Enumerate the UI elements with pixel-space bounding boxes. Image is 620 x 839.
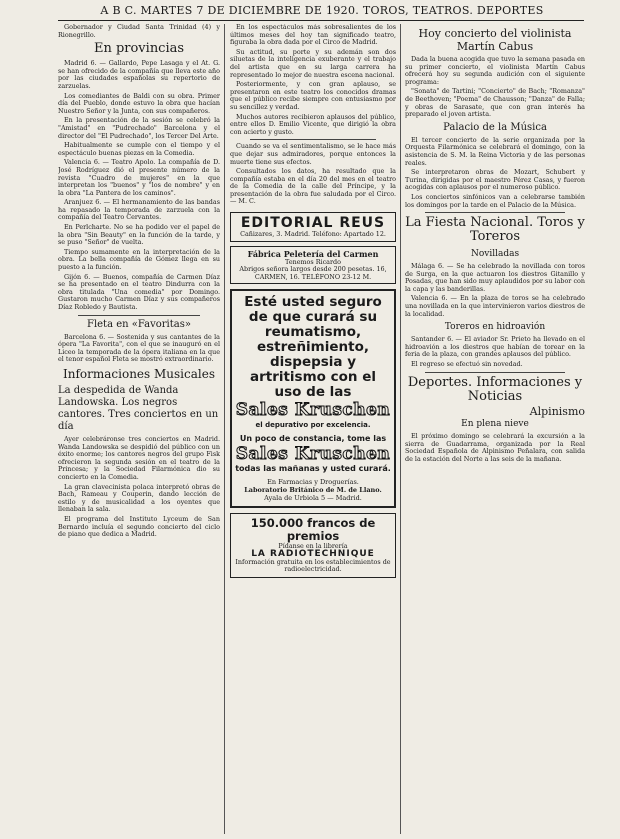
ad-francos-sub: Pídanse en la librería — [278, 542, 348, 551]
ad-kruschen-line3: todas las mañanas y usted curará. — [235, 464, 391, 474]
ad-kruschen-line2: Un poco de constancia, tome las — [239, 434, 387, 444]
ad-editorial-reus — [230, 212, 396, 242]
col2-paragraph: Cuando se va el sentimentalismo, se le hace más que dejar sus admiradores, porque entonces la muerte tiene sus efectos. — [230, 142, 396, 166]
col3-paragraph: Dada la buena acogida que tuvo la semana pasada en su primer concierto, el violinista Martín Cabus ofrecerá hoy su segunda audición con el siguiente programa: — [405, 55, 585, 86]
col1-paragraph: Tiempo sumamente en la interpretación de la obra. La bella compañía de Gómez llega en su puesto a la función. — [58, 247, 220, 272]
col2-paragraph: Posteriormente, y con gran aplauso, se presentaron en este teatro los conocidos dramas que el público recibe siempre con entusiasmo por su sencillez y verdad. — [230, 80, 396, 111]
col1-paragraph: Gijón 6. — Buenos, compañía de Carmen Díaz se ha presentado en el teatro Dindurra con la obra titulada "Una comedia" por Domingo. Gustaron mucho Carmen Díaz y sus compañeros Díaz Robledo y Bautista. — [58, 272, 220, 311]
ad-fabrica-title: Fábrica Peletería del Carmen — [247, 248, 379, 259]
section-rule — [250, 139, 376, 140]
col2-paragraph: En los espectáculos más sobresalientes de los últimos meses del hoy tan significado teatro, figuraba la obra dada por el Circo de Madrid. — [230, 24, 396, 47]
col3-paragraph: Málaga 6. — Se ha celebrado la novillada con toros de Surga, en la que actuaron los diestros Gitanillo y Posadas, que han sido muy aplaudidos por su labor con la capa y las banderillas. — [405, 262, 585, 293]
col3-paragraph: El próximo domingo se celebrará la excursión a la sierra de Guadarrama, organizada por la Real Sociedad Española de Alpinismo Peñalara, con salida de la estación del Norte a las seis de la mañana. — [405, 432, 585, 463]
ad-editorial-subtitle: Cañizares, 3. Madrid. Teléfono: Apartado 12. — [240, 230, 386, 239]
col3-paragraph: "Sonata" de Tartini; "Concierto" de Bach; "Romanza" de Beethoven; "Poema" de Chausson; "Danza" de Falla; y obras de Sarasate, que con gran interés ha preparado el joven artista. — [405, 87, 585, 119]
col1-paragraph: Habitualmente se cumple con el tiempo y el espectáculo buenas piezas en la Comedia. — [58, 141, 220, 157]
ad-radiotechnique — [230, 513, 396, 577]
col2-paragraph: Consultados los datos, ha resultado que la compañía estaba en el día 20 del mes en el teatro de la Comedia de la calle del Príncipe, y la presentación de la obra fue saludada por el Circo. — M. C. — [230, 167, 396, 206]
column-divider-2 — [400, 24, 401, 834]
ad-kruschen-headline: Esté usted seguro de que curará su reumatismo, estreñimiento, dispepsia y artritismo con el uso de las — [244, 294, 382, 401]
heading-plena-nieve: En plena nieve — [461, 419, 529, 430]
ad-francos-foot: Información gratuita en los establecimientos de radioelectricidad. — [235, 557, 391, 574]
heading-novilladas: Novilladas — [470, 249, 520, 260]
col3-paragraph: Los conciertos sinfónicos van a celebrarse también los domingos por la tarde en el Palacio de la Música. — [405, 192, 585, 209]
col2-paragraph: Su actitud, su porte y su ademán son dos siluetas de la inteligencia exuberante y el trabajo del artista que en su larga carrera ha representado lo mejor de nuestra escena nacional. — [230, 47, 396, 79]
section-rule — [425, 212, 565, 213]
ad-kruschen-tagline: el depurativo por excelencia. — [255, 421, 371, 430]
heading-fleta: Fleta en «Favoritas» — [87, 318, 191, 330]
column-1 — [58, 24, 220, 836]
col1-paragraph: Aranjuez 6. — El hermanamiento de las bandas ha repasado la temporada de zarzuela con la compañía del Teatro Cervantes. — [58, 198, 220, 222]
column-2 — [230, 24, 396, 836]
ad-fabrica-subtitle: Tenemos Ricardo — [285, 257, 341, 266]
heading-fiesta-nacional: La Fiesta Nacional. Toros y Toreros — [405, 215, 585, 245]
col1-paragraph: Madrid 6. — Gallardo, Pepe Lasaga y el At. G. se han ofrecido de la compañía que lleva este año por las ciudades españolas su repertorio de zarzuelas. — [58, 59, 220, 90]
ad-kruschen-brand: Sales Kruschen — [235, 400, 391, 421]
ad-kruschen-foot-1: En Farmacias y Droguerías. — [267, 478, 359, 487]
heading-despedida-landowska: La despedida de Wanda Landowska. Los negros cantores. Tres conciertos en un día — [58, 384, 219, 432]
heading-en-provincias: En provincias — [93, 41, 185, 57]
col3-paragraph: Valencia 6. — En la plaza de toros se ha celebrado una novillada en la que intervinieron varios diestros de la localidad. — [405, 294, 585, 318]
col2-paragraph: Muchos autores recibieron aplausos del público, entre ellos D. Emilio Vicente, que dirigió la obra con acierto y gusto. — [230, 112, 396, 136]
section-rule — [425, 372, 565, 373]
page-header: A B C. MARTES 7 DE DICIEMBRE DE 1920. TOROS, TEATROS. DEPORTES — [100, 4, 544, 17]
col1-paragraph: La gran clavecinista polaca interpretó obras de Bach, Rameau y Couperin, dando lección de estilo y de musicalidad a los oyentes que llenaban la sala. — [58, 482, 220, 514]
col1-paragraph: Los comediantes de Baldi con su obra. Primer día del Pueblo, donde estuvo la obra que hacían Nuestro Señor y la Junta, con sus compañeros. — [58, 91, 220, 115]
heading-palacio-musica: Palacio de la Música — [443, 121, 547, 133]
col3-paragraph: Se interpretaron obras de Mozart, Schubert y Turina, dirigidas por el maestro Pérez Casas, y fueron acogidas con aplausos por el numeroso público. — [405, 168, 585, 192]
heading-informaciones-musicales: Informaciones Musicales — [63, 366, 215, 381]
col3-paragraph: Santander 6. — El aviador Sr. Prieto ha llevado en el hidroavión a los diestros que habían de torear en la feria de la plaza, con grandes aplausos del público. — [405, 335, 585, 359]
col1-paragraph: Ayer celebráronse tres conciertos en Madrid. Wanda Landowska se despidió del público con un éxito enorme; los cantores negros del grupo Fisk ofrecieron la segunda sesión en el teatro de la Princesa; y la Sociedad Filarmónica dio su concierto en la Comedia. — [58, 434, 220, 481]
ad-francos-headline: 150.000 francos de premios — [250, 516, 376, 544]
ad-kruschen-foot-2: Laboratorio Británico de M. de Llano. — [244, 486, 382, 495]
ad-editorial-title: EDITORIAL REUS — [240, 215, 386, 232]
ad-sales-kruschen — [230, 289, 396, 508]
ad-kruschen-brand-2: Sales Kruschen — [235, 444, 391, 465]
header-rule — [58, 20, 584, 21]
column-3 — [405, 24, 585, 836]
col1-paragraph: En la presentación de la sesión se celebró la "Amistad" en "Pudrechado" Barcelona y el director del "El Pudrechado", los Tercer Del Arte. — [58, 116, 220, 140]
ad-fabrica-peleteria — [230, 246, 396, 285]
col1-paragraph: Barcelona 6. — Sostenida y sus cantantes de la ópera "La Favorita", con el que se inauguró en el Liceo la temporada de la ópera italiana en la que el tenor español Fleta se mostró extraordinario. — [58, 332, 220, 364]
col1-paragraph: El programa del Instituto Lyceum de San Bernardo incluía el segundo concierto del ciclo de piano que dedica a Madrid. — [58, 514, 220, 539]
heading-cabus: Hoy concierto del violinista Martín Cabus — [418, 27, 572, 53]
ad-fabrica-body: Abrigos señora largos desde 200 pesetas. 16, CARMEN, 16. TELÉFONO 23-12 M. — [239, 265, 387, 281]
heading-hidroavion: Toreros en hidroavión — [444, 322, 546, 333]
heading-alpinismo: Alpinismo — [529, 404, 585, 418]
col3-paragraph: El tercer concierto de la serie organizada por la Orquesta Filarmónica se celebrará el domingo, con la asistencia de S. M. la Reina Victoria y de las personas reales. — [405, 135, 585, 167]
ad-francos-brand: LA RADIOTECHNIQUE — [251, 549, 375, 560]
column-divider-1 — [224, 24, 225, 834]
heading-deportes: Deportes. Informaciones y Noticias — [407, 374, 583, 404]
col3-paragraph: El regreso se efectuó sin novedad. — [411, 360, 523, 369]
col1-paragraph: En Perlcharte. No se ha podido ver el papel de la obra "Sin Beauty" en la función de la tarde, y se puso "Señor" de vuelta. — [58, 223, 220, 247]
col1-intro: Gobernador y Ciudad Santa Trinidad (4) y Rionegrillo. — [58, 24, 220, 39]
ad-kruschen-foot-3: Ayala de Urbiola 5 — Madrid. — [264, 494, 362, 503]
section-rule — [78, 315, 200, 316]
col1-paragraph: Valencia 6. — Teatro Apolo. La compañía de D. José Rodríguez dió el presente número de la revista "Cuadro de mujeres" en la que interpretan los "buenos" y "los de nombre" y en la obra "La Pantera de los caminos". — [58, 158, 220, 197]
